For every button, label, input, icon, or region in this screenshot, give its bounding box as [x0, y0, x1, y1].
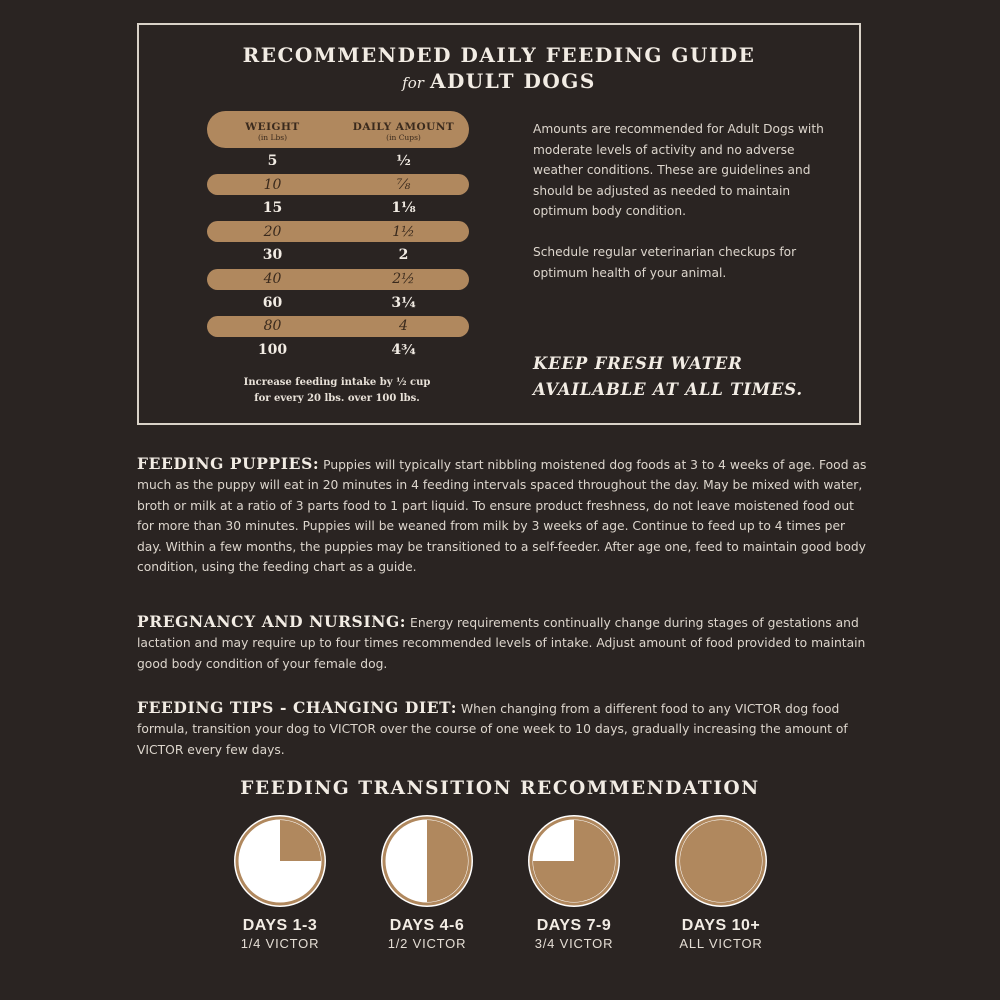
pie-slice [680, 820, 762, 902]
pregnancy-nursing-body: Energy requirements continually change during stages of gestations and lactation and may require up to four times recommended levels of intake. Adjust amount of food provided to maintain good body condition of your female dog. [137, 616, 866, 671]
transition-stage-1 [225, 813, 335, 951]
half-pie-icon [379, 813, 475, 909]
table-row [207, 151, 469, 172]
table-row [207, 198, 469, 219]
amount-cell: 1⅛ [391, 200, 416, 217]
table-footnote-line2: for every 20 lbs. over 100 lbs. [254, 393, 420, 404]
weight-column-header [207, 117, 338, 142]
weight-cell: 15 [262, 200, 283, 217]
transition-title: FEEDING TRANSITION RECOMMENDATION [240, 778, 760, 799]
feeding-tips-heading: FEEDING TIPS - CHANGING DIET: [137, 698, 458, 717]
amount-cell: 4 [399, 318, 408, 335]
full-pie-icon [673, 813, 769, 909]
pregnancy-nursing-heading: PREGNANCY AND NURSING: [137, 612, 407, 631]
amount-column-unit: (in Cups) [386, 132, 421, 142]
quarter-pie-icon [232, 813, 328, 909]
amount-column-header [338, 117, 469, 142]
table-row [207, 174, 469, 195]
table-row [207, 339, 469, 360]
stage-days: DAYS 1-3 [242, 917, 318, 934]
table-row [207, 245, 469, 266]
table-footnote-line1: Increase feeding intake by ½ cup [243, 377, 431, 388]
amount-cell: 4¾ [391, 341, 416, 358]
transition-stage-2 [372, 813, 482, 951]
weight-cell: 10 [263, 176, 282, 193]
table-row [207, 269, 469, 290]
weight-column-unit: (in Lbs) [257, 132, 288, 142]
stage-amount: ALL VICTOR [679, 936, 763, 951]
stage-days: DAYS 7-9 [536, 917, 612, 934]
feeding-guide-panel [137, 23, 861, 425]
stage-days: DAYS 4-6 [389, 917, 465, 934]
weight-column-label: WEIGHT [245, 121, 300, 134]
guide-description-paragraph-2: Schedule regular veterinarian checkups for optimum health of your animal. [533, 244, 797, 280]
pie-slice [280, 820, 321, 861]
guide-title: RECOMMENDED DAILY FEEDING GUIDE [242, 43, 756, 67]
feeding-tips-section [137, 698, 867, 760]
guide-subtitle-text: ADULT DOGS [429, 69, 596, 93]
three-quarter-pie-icon [526, 813, 622, 909]
transition-stage-4 [666, 813, 776, 951]
table-footnote [201, 375, 473, 407]
amount-cell: 2 [398, 247, 409, 264]
amount-cell: 3¼ [391, 294, 416, 311]
feeding-puppies-section [137, 454, 867, 577]
weight-cell: 30 [262, 247, 283, 264]
stage-amount: 1/4 VICTOR [240, 936, 320, 951]
transition-stage-3 [519, 813, 629, 951]
amount-cell: ½ [396, 153, 411, 170]
table-row [207, 221, 469, 242]
guide-description [533, 119, 833, 303]
amount-cell: 1½ [392, 223, 415, 240]
feeding-table-header [207, 111, 469, 148]
amount-cell: 2½ [392, 271, 415, 288]
fresh-water-notice [533, 351, 853, 403]
stage-days: DAYS 10+ [681, 917, 761, 934]
pregnancy-nursing-section [137, 612, 867, 674]
weight-cell: 80 [263, 318, 282, 335]
feeding-tips-body: When changing from a different food to any VICTOR dog food formula, transition your dog to VICTOR over the course of one week to 10 days, gradually increasing the amount of VICTOR every few days. [137, 702, 848, 757]
weight-cell: 40 [263, 271, 282, 288]
table-row [207, 316, 469, 337]
weight-cell: 5 [267, 153, 278, 170]
stage-amount: 3/4 VICTOR [534, 936, 614, 951]
guide-subtitle-prefix: for [402, 74, 424, 92]
weight-cell: 20 [263, 223, 282, 240]
fresh-water-line1: KEEP FRESH WATER [533, 354, 743, 373]
feeding-table [207, 111, 469, 360]
weight-cell: 60 [262, 294, 283, 311]
stage-amount: 1/2 VICTOR [387, 936, 467, 951]
guide-subtitle [139, 69, 859, 93]
weight-cell: 100 [257, 341, 288, 358]
feeding-puppies-body: Puppies will typically start nibbling moistened dog foods at 3 to 4 weeks of age. Food as much as the puppy will eat in 20 minutes in 4 feeding intervals spaced throughout the day. May be mixed with water, broth or milk at a ratio of 3 parts food to 1 part liquid. To ensure product freshness, do not leave moistened food out for more than 30 minutes. Puppies will be weaned from milk by 3 weeks of age. Continue to feed up to 4 times per day. Within a few months, the puppies may be transitioned to a self-feeder. After age one, feed to maintain good body condition, using the feeding chart as a guide. [137, 458, 867, 575]
amount-cell: ⅞ [396, 176, 411, 193]
guide-description-paragraph-1: Amounts are recommended for Adult Dogs with moderate levels of activity and no adverse weather conditions. These are guidelines and should be adjusted as needed to maintain optimum body condition. [533, 122, 824, 219]
table-row [207, 292, 469, 313]
amount-column-label: DAILY AMOUNT [352, 121, 455, 134]
fresh-water-line2: AVAILABLE AT ALL TIMES. [533, 380, 803, 399]
feeding-puppies-heading: FEEDING PUPPIES: [137, 454, 320, 473]
